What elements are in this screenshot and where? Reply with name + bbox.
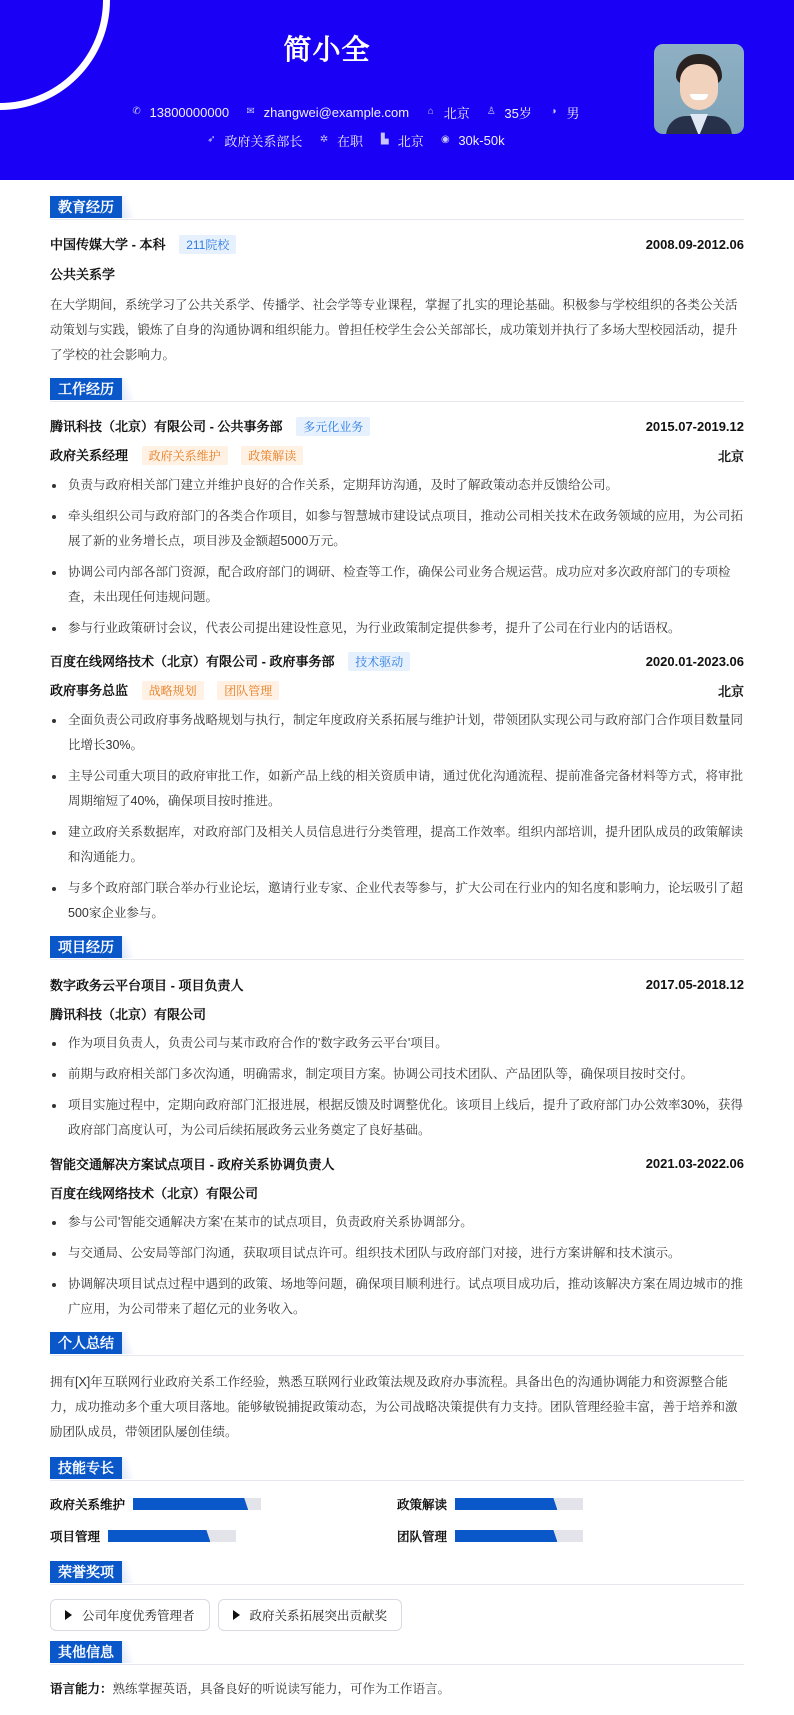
- list-item: 与交通局、公安局等部门沟通，获取项目试点许可。组织技术团队与政府部门对接，进行方案讲解和技术演示。: [50, 1241, 744, 1266]
- list-item: 参与公司'智能交通解决方案'在某市的试点项目，负责政府关系协调部分。: [50, 1210, 744, 1235]
- job-role: 政府关系经理: [50, 448, 129, 463]
- section-title: 荣誉奖项: [50, 1561, 122, 1583]
- home-icon: ⌂: [427, 106, 434, 117]
- project-entry: [50, 1153, 744, 1322]
- awards-section: [50, 1561, 744, 1631]
- award-item: 公司年度优秀管理者: [50, 1599, 210, 1631]
- send-icon: ➶: [207, 134, 216, 145]
- education-description: 在大学期间，系统学习了公共关系学、传播学、社会学等专业课程，掌握了扎实的理论基础。积极参与学校组织的各类公关活动策划与实践，锻炼了自身的沟通协调和组织能力。曾担任校学生会公关部部长，成功策划并执行了多场大型校园活动，提升了学校的社会影响力。: [50, 298, 738, 362]
- project-name: 智能交通解决方案试点项目 - 政府关系协调负责人: [50, 1156, 335, 1172]
- triangle-icon: [233, 1610, 240, 1620]
- skill-name: 政府关系维护: [50, 1498, 126, 1512]
- job-role: 政府事务总监: [50, 683, 129, 698]
- work-entry: [50, 416, 744, 641]
- project-entry: [50, 974, 744, 1143]
- section-title: 工作经历: [50, 378, 122, 400]
- candidate-name: 简小全: [283, 34, 371, 65]
- company-tag: 技术驱动: [348, 652, 410, 671]
- project-date: 2017.05-2018.12: [645, 976, 744, 992]
- age-icon: ♙: [486, 106, 496, 117]
- work-location: 北京: [717, 448, 744, 464]
- list-item: 项目实施过程中，定期向政府部门汇报进展，根据反馈及时调整优化。该项目上线后，提升了政府部门办公效率30%，获得政府部门高度认可，为公司后续拓展政务云业务奠定了良好基础。: [50, 1093, 744, 1143]
- avatar: [654, 44, 744, 134]
- list-item: 主导公司重大项目的政府审批工作，如新产品上线的相关资质申请，通过优化沟通流程、提前准备完备材料等方式，将审批周期缩短了40%，确保项目按时推进。: [50, 764, 744, 814]
- section-title: 技能专长: [50, 1457, 122, 1479]
- list-item: 参与行业政策研讨会议，代表公司提出建设性意见，为行业政策制定提供参考，提升了公司在行业内的话语权。: [50, 616, 744, 641]
- summary-text: 拥有[X]年互联网行业政府关系工作经验，熟悉互联网行业政策法规及政府办事流程。具备出色的沟通协调能力和资源整合能力，成功推动多个重大项目落地。能够敏锐捕捉政策动态，为公司战略决策提供有力支持。团队管理经验丰富，善于培养和激励团队成员，带领团队屡创佳绩。: [50, 1375, 738, 1439]
- triangle-icon: [65, 1610, 72, 1620]
- projects-section: [50, 936, 744, 1322]
- age-info: ♙ 35岁: [486, 105, 532, 121]
- summary-section: [50, 1332, 744, 1445]
- city-info: ⌂ 北京: [425, 103, 470, 122]
- section-title: 教育经历: [50, 196, 122, 218]
- role-tag: 政策解读: [241, 446, 303, 465]
- list-item: 协调公司内部各部门资源，配合政府部门的调研、检查等工作，确保公司业务合规运营。成功应对多次政府部门的专项检查，未出现任何违规问题。: [50, 560, 744, 610]
- list-item: 建立政府关系数据库，对政府部门及相关人员信息进行分类管理，提高工作效率。组织内部培训，提升团队成员的政策解读和沟通能力。: [50, 820, 744, 870]
- skill-name: 项目管理: [50, 1530, 101, 1544]
- skill-item: [397, 1527, 744, 1545]
- role-tag: 团队管理: [217, 681, 279, 700]
- project-name: 数字政务云平台项目 - 项目负责人: [50, 977, 244, 993]
- status-info: ✲ 在职: [319, 133, 364, 149]
- role-tag: 政府关系维护: [142, 446, 228, 465]
- section-title: 其他信息: [50, 1641, 122, 1663]
- work-section: [50, 378, 744, 926]
- email-info: ✉ zhangwei@example.com: [246, 104, 410, 120]
- other-section: [50, 1641, 744, 1697]
- skills-grid: [50, 1495, 744, 1553]
- awards-list: [50, 1599, 744, 1631]
- work-date: 2015.07-2019.12: [645, 418, 744, 434]
- list-item: 牵头组织公司与政府部门的各类合作项目，如参与智慧城市建设试点项目，推动公司相关技术在政务领域的应用，为公司拓展了新的业务增长点，项目涉及金额超5000万元。: [50, 504, 744, 554]
- gender-info: ◑ 男: [547, 103, 579, 122]
- skill-item: [397, 1495, 744, 1513]
- company-name: 百度在线网络技术（北京）有限公司 - 政府事务部: [50, 654, 335, 669]
- job-intent-row: [120, 130, 590, 150]
- skill-bar: [455, 1498, 583, 1510]
- education-entry: [50, 234, 744, 368]
- list-item: 与多个政府部门联合举办行业论坛，邀请行业专家、企业代表等参与，扩大公司在行业内的知名度和影响力，论坛吸引了超500家企业参与。: [50, 876, 744, 926]
- project-company: 百度在线网络技术（北京）有限公司: [50, 1185, 259, 1201]
- education-date: 2008.09-2012.06: [645, 236, 744, 252]
- skill-item: [50, 1527, 397, 1545]
- skill-bar: [133, 1498, 261, 1510]
- resume-header: [0, 0, 794, 180]
- building-icon: ▙: [380, 134, 389, 145]
- work-city-info: ▙ 北京: [379, 131, 424, 150]
- skill-name: 团队管理: [397, 1530, 448, 1544]
- skill-bar: [108, 1530, 236, 1542]
- section-title: 项目经历: [50, 936, 122, 958]
- work-location: 北京: [717, 683, 744, 699]
- salary-icon: ◉: [440, 134, 450, 145]
- salary-info: ◉ 30k-50k: [440, 132, 505, 148]
- mail-icon: ✉: [246, 106, 255, 117]
- work-entry: [50, 651, 744, 926]
- role-tag: 战略规划: [142, 681, 204, 700]
- education-section: [50, 196, 744, 368]
- position-info: ➶ 政府关系部长: [207, 133, 303, 149]
- project-date: 2021.03-2022.06: [645, 1155, 744, 1171]
- skills-section: [50, 1457, 744, 1553]
- language-info: [50, 1679, 744, 1697]
- phone-info: ✆ 13800000000: [132, 104, 230, 120]
- major: 公共关系学: [50, 266, 116, 282]
- skill-item: [50, 1495, 397, 1513]
- phone-icon: ✆: [132, 106, 141, 117]
- list-item: 负责与政府相关部门建立并维护良好的合作关系，定期拜访沟通，及时了解政策动态并反馈给公司。: [50, 473, 744, 498]
- school-tag: 211院校: [179, 235, 236, 254]
- language-text: 熟练掌握英语，具备良好的听说读写能力，可作为工作语言。: [112, 1682, 451, 1696]
- gender-icon: ◑: [550, 106, 557, 117]
- list-item: 前期与政府相关部门多次沟通，明确需求，制定项目方案。协调公司技术团队、产品团队等，确保项目按时交付。: [50, 1062, 744, 1087]
- skill-name: 政策解读: [397, 1498, 448, 1512]
- list-item: 全面负责公司政府事务战略规划与执行，制定年度政府关系拓展与维护计划，带领团队实现公司与政府部门合作项目数量同比增长30%。: [50, 708, 744, 758]
- language-label: 语言能力：: [50, 1682, 113, 1696]
- project-company: 腾讯科技（北京）有限公司: [50, 1006, 207, 1022]
- company-name: 腾讯科技（北京）有限公司 - 公共事务部: [50, 419, 283, 434]
- work-date: 2020.01-2023.06: [645, 653, 744, 669]
- contact-row: [120, 102, 590, 122]
- company-tag: 多元化业务: [296, 417, 370, 436]
- list-item: 作为项目负责人，负责公司与某市政府合作的'数字政务云平台'项目。: [50, 1031, 744, 1056]
- school-name: 中国传媒大学 - 本科: [50, 237, 166, 252]
- award-item: 政府关系拓展突出贡献奖: [218, 1599, 403, 1631]
- section-title: 个人总结: [50, 1332, 122, 1354]
- skill-bar: [455, 1530, 583, 1542]
- status-icon: ✲: [319, 134, 329, 145]
- list-item: 协调解决项目试点过程中遇到的政策、场地等问题，确保项目顺利进行。试点项目成功后，推动该解决方案在周边城市的推广应用，为公司带来了超亿元的业务收入。: [50, 1272, 744, 1322]
